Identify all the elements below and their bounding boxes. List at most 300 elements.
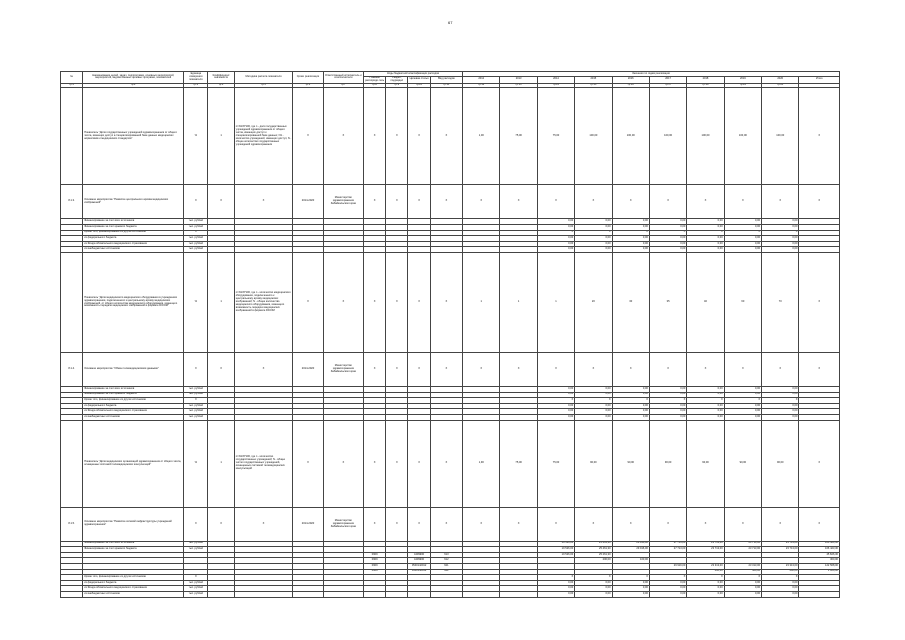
finance-value: 0,00: [612, 225, 649, 231]
indicator-method: n=N1/N*100, где n - количество медицинского оборудования, подключенного к центральному архиву медицинских изображений; N - общее количество медицинского оборудования, имеющего возможность передачи медицинских изображений в формате DICOM: [234, 253, 293, 353]
indicator-value: 90,00: [649, 420, 686, 507]
table-cell: Х: [184, 185, 208, 219]
finance-name: из федерального бюджета: [83, 236, 184, 242]
table-cell: Х: [537, 353, 574, 387]
kbk-value: 23 313,00: [762, 563, 799, 569]
finance-value: 0,00: [724, 219, 761, 225]
col-no-header: №: [61, 72, 83, 84]
col-total-header: Итого: [799, 77, 840, 84]
indicator-unit: %: [184, 88, 208, 185]
finance-value: 0,00: [537, 414, 574, 420]
measure-executor: Министерство здравоохранения Забайкальского края: [323, 185, 363, 219]
finance-value: Х: [762, 575, 799, 581]
year-header: 2017: [649, 77, 686, 84]
col-section-header: Раздел, подраздел: [386, 77, 408, 84]
finance-value: Х: [612, 230, 649, 236]
kbk-total: 1 600,00: [799, 569, 840, 575]
table-cell: [408, 591, 430, 597]
indicator-value: 75,00: [537, 420, 574, 507]
indicator-value: 1: [537, 253, 574, 353]
indicator-value: 1,90: [463, 420, 500, 507]
indicator-value: 20: [575, 253, 612, 353]
table-cell: Х: [500, 507, 537, 541]
finance-value: 0,00: [762, 580, 799, 586]
year-header: 2018: [687, 77, 724, 84]
kbk-value: 400,00: [762, 569, 799, 575]
finance-value: 0,00: [649, 580, 686, 586]
finance-value: 0,00: [537, 236, 574, 242]
measure-term: 2014-2020: [293, 507, 323, 541]
table-cell: Х: [724, 507, 761, 541]
finance-value: 0,00: [575, 392, 612, 398]
kbk-grbs: 0909: [364, 552, 386, 558]
column-number-cell: гр.19: [724, 83, 761, 88]
table-cell: [293, 591, 323, 597]
kbk-value: 400,00: [724, 569, 761, 575]
table-cell: Х: [364, 420, 386, 507]
table-cell: Х: [762, 185, 799, 219]
finance-unit: Х: [184, 398, 208, 404]
finance-value: 0,00: [537, 403, 574, 409]
indicator-value: 100,00: [575, 88, 612, 185]
col-values-header: Значения по годам реализации: [463, 72, 840, 77]
indicator-row: [61, 420, 840, 507]
year-header: 2020: [762, 77, 799, 84]
finance-value: 0,00: [537, 591, 574, 597]
finance-value: 0,00: [575, 409, 612, 415]
measure-name: Основное мероприятие "Обмен телемедицинскими данными": [83, 353, 184, 387]
finance-value: Х: [612, 398, 649, 404]
finance-unit: тыс. рублей: [184, 586, 208, 592]
finance-value: 0,00: [762, 225, 799, 231]
finance-name: из внебюджетных источников: [83, 591, 184, 597]
finance-value: 23 713,00: [687, 547, 724, 553]
measure-name: Основное мероприятие "Развитие центрального архива медицинских изображений": [83, 185, 184, 219]
kbk-csr: 4409900: [408, 558, 430, 564]
finance-unit: тыс. рублей: [184, 403, 208, 409]
finance-value: 0,00: [612, 409, 649, 415]
table-cell: Х: [500, 353, 537, 387]
table-cell: Х: [386, 88, 408, 185]
finance-value: 0,00: [612, 586, 649, 592]
kbk-value: 23 313,00: [724, 563, 761, 569]
table-cell: Х: [408, 353, 430, 387]
column-number-cell: гр.12: [463, 83, 500, 88]
finance-unit: тыс. рублей: [184, 580, 208, 586]
finance-name: Кроме того, финансирование из других источников: [83, 398, 184, 404]
measure-term: 2014-2020: [293, 185, 323, 219]
year-header: 2019: [724, 77, 761, 84]
indicator-value: 100,00: [649, 88, 686, 185]
finance-value: 0,00: [649, 219, 686, 225]
table-cell: Х: [408, 253, 430, 353]
finance-name: Кроме того, финансирование из других источников: [83, 575, 184, 581]
table-cell: Х: [430, 185, 462, 219]
col-term-header: Сроки реализации: [293, 72, 323, 84]
finance-value: 25 461,30: [575, 547, 612, 553]
finance-value: 0,00: [762, 247, 799, 253]
finance-value: 0,00: [575, 225, 612, 231]
indicator-value: 40: [687, 253, 724, 353]
table-cell: Х: [408, 88, 430, 185]
finance-value: 0,00: [612, 219, 649, 225]
table-cell: Х: [386, 353, 408, 387]
finance-value: 0,00: [687, 409, 724, 415]
finance-value: 0,00: [762, 403, 799, 409]
year-header: 2015: [575, 77, 612, 84]
table-cell: Х: [649, 353, 686, 387]
finance-value: 0,00: [762, 409, 799, 415]
column-number-cell: гр.1: [61, 83, 83, 88]
table-cell: Х: [408, 507, 430, 541]
column-number-cell: гр.6: [293, 83, 323, 88]
finance-name: из внебюджетных источников: [83, 414, 184, 420]
finance-unit: тыс. рублей: [184, 247, 208, 253]
year-header: 2013: [500, 77, 537, 84]
table-cell: Х: [724, 185, 761, 219]
finance-value: Х: [537, 398, 574, 404]
finance-unit: тыс. рублей: [184, 591, 208, 597]
table-cell: Х: [323, 420, 363, 507]
finance-value: 0,00: [612, 403, 649, 409]
finance-value: 0,00: [575, 414, 612, 420]
finance-value: Х: [762, 398, 799, 404]
finance-name: Финансирование за счет краевого бюджета: [83, 225, 184, 231]
finance-value: 0,00: [649, 414, 686, 420]
table-cell: Х: [575, 185, 612, 219]
measure-executor: Министерство здравоохранения Забайкальского края: [323, 353, 363, 387]
table-cell: Х: [386, 185, 408, 219]
table-cell: Х: [762, 353, 799, 387]
indicator-value: 90,00: [612, 420, 649, 507]
finance-name: из федерального бюджета: [83, 580, 184, 586]
table-cell: Х: [293, 420, 323, 507]
table-cell: Х: [323, 88, 363, 185]
finance-value: 0,00: [762, 241, 799, 247]
indicator-value: 70: [762, 253, 799, 353]
finance-value: 0,00: [687, 586, 724, 592]
finance-value: 0,00: [537, 225, 574, 231]
col-method-header: Методика расчета показателя: [234, 72, 293, 84]
table-cell: Х: [408, 420, 430, 507]
table-cell: Х: [430, 420, 462, 507]
column-number-cell: гр.3: [184, 83, 208, 88]
indicator-value: 30: [612, 253, 649, 353]
finance-value: 0,00: [724, 387, 761, 393]
finance-name: Финансирование за счет всех источников: [83, 219, 184, 225]
table-cell: Х: [408, 185, 430, 219]
finance-unit: тыс. рублей: [184, 547, 208, 553]
finance-value: 0,00: [649, 591, 686, 597]
finance-value: 0,00: [649, 387, 686, 393]
finance-value: 0,00: [724, 580, 761, 586]
finance-value: 0,00: [612, 247, 649, 253]
table-cell: [463, 591, 500, 597]
finance-name: из Фонда обязательного медицинского страхования: [83, 586, 184, 592]
table-cell: Х: [799, 507, 840, 541]
finance-value: 0,00: [687, 403, 724, 409]
finance-value: 0,00: [537, 387, 574, 393]
column-number-cell: гр.2: [83, 83, 184, 88]
finance-value: 25 461,30: [575, 541, 612, 547]
indicator-value: 90,00: [762, 420, 799, 507]
finance-unit: тыс. рублей: [184, 409, 208, 415]
finance-value: 29 916,00: [612, 541, 649, 547]
indicator-name: Показатель "Доля государственных учреждений здравоохранения от общего числа, имеющих доступ к специализированной базе данных медицинских нормативов и медицинских стандартов": [83, 88, 184, 185]
indicator-row: [61, 253, 840, 353]
table-cell: Х: [463, 507, 500, 541]
table-cell: Х: [430, 353, 462, 387]
kbk-total: 300,00: [799, 558, 840, 564]
finance-value: 0,00: [762, 236, 799, 242]
finance-unit: Х: [184, 575, 208, 581]
kbk-vr: 621: [430, 563, 462, 569]
finance-unit: тыс. рублей: [184, 541, 208, 547]
indicator-weight: 1: [208, 88, 234, 185]
finance-value: 0,00: [575, 236, 612, 242]
finance-value: 0,00: [537, 241, 574, 247]
column-number-cell: гр.7: [323, 83, 363, 88]
finance-value: 0,00: [687, 580, 724, 586]
finance-value: 0,00: [649, 392, 686, 398]
kbk-vr: 622: [430, 569, 462, 575]
table-cell: [234, 591, 293, 597]
finance-total: 166 423,30: [799, 541, 840, 547]
finance-value: 23 713,00: [762, 547, 799, 553]
finance-value: 0,00: [724, 414, 761, 420]
column-number-cell: гр.17: [649, 83, 686, 88]
finance-value: 23 713,00: [724, 547, 761, 553]
finance-value: 0,00: [649, 586, 686, 592]
table-cell: Х: [799, 185, 840, 219]
table-cell: Х: [364, 185, 386, 219]
column-number-cell: гр.4: [208, 83, 234, 88]
finance-value: 0,00: [575, 387, 612, 393]
col-weight-header: Коэффициент значимости: [208, 72, 234, 84]
indicator-value: 75,00: [537, 88, 574, 185]
table-cell: Х: [234, 507, 293, 541]
finance-unit: тыс. рублей: [184, 392, 208, 398]
finance-value: 0,00: [687, 387, 724, 393]
table-cell: Х: [687, 507, 724, 541]
indicator-weight: 1: [208, 253, 234, 353]
measure-number: 8.1.4.: [61, 353, 83, 387]
indicator-value: 90,00: [687, 420, 724, 507]
finance-value: 0,00: [575, 586, 612, 592]
indicator-total: Х: [799, 88, 840, 185]
column-number-cell: гр.15: [575, 83, 612, 88]
kbk-value: 19 526,00: [537, 552, 574, 558]
indicator-weight: 1: [208, 420, 234, 507]
indicator-value: 60: [724, 253, 761, 353]
finance-value: Х: [537, 575, 574, 581]
finance-name: из внебюджетных источников: [83, 247, 184, 253]
finance-value: 0,00: [724, 403, 761, 409]
indicator-value: 100,00: [762, 88, 799, 185]
finance-name: Финансирование за счет всех источников: [83, 541, 184, 547]
indicator-unit: %: [184, 420, 208, 507]
indicator-total: Х: [799, 253, 840, 353]
finance-value: 0,00: [687, 241, 724, 247]
table-cell: Х: [364, 353, 386, 387]
table-cell: [430, 591, 462, 597]
finance-value: Х: [649, 230, 686, 236]
finance-value: Х: [687, 575, 724, 581]
finance-value: 0,00: [612, 414, 649, 420]
year-header: 2012: [463, 77, 500, 84]
indicator-value: 100,00: [724, 88, 761, 185]
finance-unit: тыс. рублей: [184, 241, 208, 247]
col-unit-header: Единица измерения показателя: [184, 72, 208, 84]
indicator-value: 75,00: [500, 88, 537, 185]
table-cell: Х: [649, 507, 686, 541]
finance-value: Х: [687, 398, 724, 404]
table-cell: Х: [687, 353, 724, 387]
finance-unit: тыс. рублей: [184, 219, 208, 225]
table-cell: Х: [293, 88, 323, 185]
finance-value: 0,00: [724, 247, 761, 253]
finance-value: 27 713,00: [649, 541, 686, 547]
finance-value: 0,00: [649, 403, 686, 409]
table-cell: Х: [430, 253, 462, 353]
column-number-cell: гр.13: [500, 83, 537, 88]
finance-value: 0,00: [762, 586, 799, 592]
col-kbk-header: Коды бюджетной классификации расходов: [364, 72, 463, 77]
col-exec-header: Ответственный исполнитель и соисполнители: [323, 72, 363, 84]
table-cell: [799, 591, 840, 597]
finance-value: 0,00: [724, 225, 761, 231]
table-cell: Х: [537, 185, 574, 219]
table-cell: Х: [234, 185, 293, 219]
finance-name: из Фонда обязательного медицинского страхования: [83, 409, 184, 415]
indicator-value: 1: [463, 253, 500, 353]
column-number-cell: гр.14: [537, 83, 574, 88]
finance-value: Х: [575, 398, 612, 404]
finance-value: 0,00: [724, 409, 761, 415]
finance-name: Финансирование за счет краевого бюджета: [83, 392, 184, 398]
finance-value: 0,00: [724, 392, 761, 398]
kbk-grbs: 0909: [364, 563, 386, 569]
finance-value: 0,00: [687, 225, 724, 231]
column-number-cell: гр.20: [762, 83, 799, 88]
finance-value: 0,00: [649, 225, 686, 231]
table-cell: Х: [208, 507, 234, 541]
table-cell: Х: [575, 507, 612, 541]
table-cell: Х: [612, 507, 649, 541]
finance-name: из Фонда обязательного медицинского страхования: [83, 241, 184, 247]
table-cell: Х: [724, 353, 761, 387]
finance-row: [61, 591, 840, 597]
year-header: 2016: [612, 77, 649, 84]
measure-term: 2014-2020: [293, 353, 323, 387]
column-number-cell: гр.18: [687, 83, 724, 88]
table-cell: Х: [612, 353, 649, 387]
finance-value: 0,00: [762, 387, 799, 393]
table-cell: Х: [386, 420, 408, 507]
finance-value: 0,00: [724, 241, 761, 247]
table-cell: Х: [430, 507, 462, 541]
finance-value: 0,00: [575, 247, 612, 253]
kbk-value: 25 261,30: [575, 552, 612, 558]
table-cell: Х: [293, 253, 323, 353]
kbk-csr: 0540142912: [408, 569, 430, 575]
finance-value: Х: [612, 575, 649, 581]
finance-value: 0,00: [687, 414, 724, 420]
table-cell: Х: [649, 185, 686, 219]
finance-value: 0,00: [537, 409, 574, 415]
table-cell: Х: [323, 253, 363, 353]
finance-value: 0,00: [687, 219, 724, 225]
table-cell: Х: [364, 88, 386, 185]
finance-value: 0,00: [687, 247, 724, 253]
finance-value: 0,00: [537, 247, 574, 253]
no-cell: [61, 420, 83, 507]
no-cell: [61, 253, 83, 353]
page-number: 67: [448, 20, 453, 25]
finance-value: Х: [724, 398, 761, 404]
indicator-total: Х: [799, 420, 840, 507]
finance-value: 0,00: [762, 591, 799, 597]
table-cell: Х: [364, 507, 386, 541]
finance-value: 23 713,00: [687, 541, 724, 547]
indicator-value: 90,00: [724, 420, 761, 507]
column-number-cell: гр.11: [430, 83, 462, 88]
table-cell: Х: [208, 353, 234, 387]
measure-number: 8.1.5.: [61, 507, 83, 541]
finance-unit: тыс. рублей: [184, 414, 208, 420]
col-vr-header: Вид расходов: [430, 77, 462, 84]
finance-value: 0,00: [537, 580, 574, 586]
finance-unit: Х: [184, 230, 208, 236]
column-number-cell: гр.8: [364, 83, 386, 88]
table-cell: Х: [234, 353, 293, 387]
measure-executor: Министерство здравоохранения Забайкальского края: [323, 507, 363, 541]
finance-value: 0,00: [687, 591, 724, 597]
kbk-value: 29 916,00: [649, 563, 686, 569]
table-cell: Х: [386, 507, 408, 541]
finance-value: 0,00: [575, 591, 612, 597]
measure-row: [61, 353, 840, 387]
finance-value: 0,00: [724, 591, 761, 597]
measure-row: [61, 507, 840, 541]
finance-value: 19 526,00: [537, 541, 574, 547]
finance-value: 0,00: [649, 409, 686, 415]
col-grbs-header: Главный распоряди-тель: [365, 76, 385, 82]
kbk-value: 100,00: [612, 558, 649, 564]
finance-name: Финансирование за счет всех источников: [83, 387, 184, 393]
finance-value: 0,00: [612, 591, 649, 597]
table-cell: Х: [762, 507, 799, 541]
finance-value: 27 713,00: [649, 547, 686, 553]
finance-name: из федерального бюджета: [83, 403, 184, 409]
indicator-value: 100,00: [687, 88, 724, 185]
kbk-value: 23 313,00: [687, 563, 724, 569]
finance-value: 23 713,00: [724, 541, 761, 547]
finance-unit: тыс. рублей: [184, 225, 208, 231]
finance-value: 0,00: [612, 241, 649, 247]
finance-value: 0,00: [762, 414, 799, 420]
finance-value: 0,00: [649, 236, 686, 242]
finance-value: Х: [687, 230, 724, 236]
indicator-value: 1: [500, 253, 537, 353]
indicator-value: 1,00: [463, 88, 500, 185]
indicator-value: 35: [649, 253, 686, 353]
table-cell: Х: [208, 185, 234, 219]
table-cell: [386, 591, 408, 597]
kbk-grbs: 0909: [364, 558, 386, 564]
table-cell: Х: [612, 185, 649, 219]
finance-value: 0,00: [612, 387, 649, 393]
